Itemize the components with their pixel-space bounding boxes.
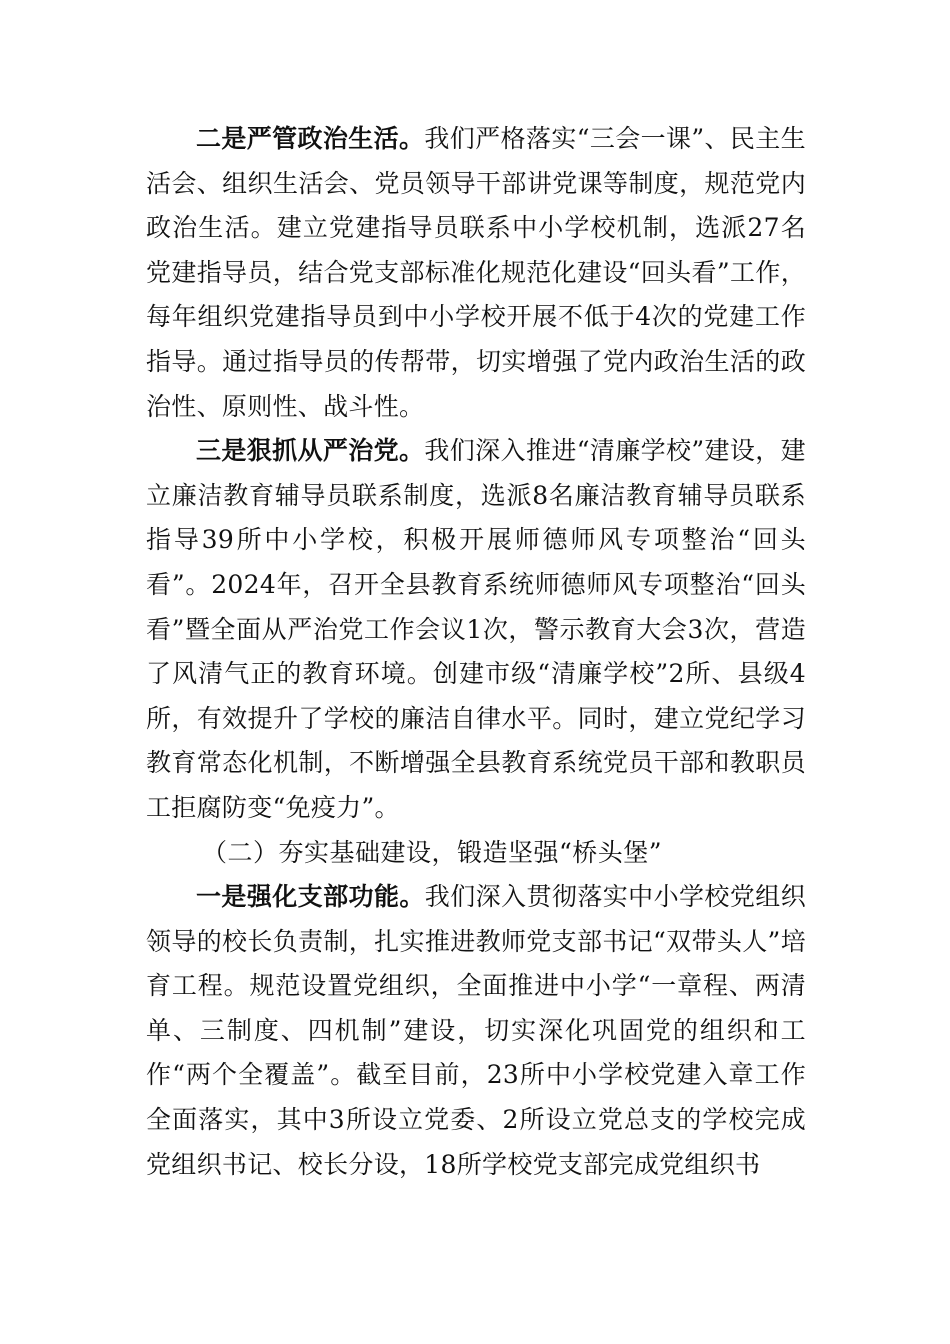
document-body bbox=[146, 117, 806, 1187]
paragraph-lead: 三是狠抓从严治党。 bbox=[196, 436, 425, 466]
section-heading: （二）夯实基础建设，锻造坚强“桥头堡” bbox=[202, 837, 663, 867]
paragraph-political-life bbox=[146, 117, 806, 429]
paragraph-lead: 一是强化支部功能。 bbox=[196, 882, 425, 912]
paragraph-strict-governance bbox=[146, 429, 806, 830]
paragraph-text: 我们严格落实“三会一课”、民主生活会、组织生活会、党员领导干部讲党课等制度，规范党内政治生活。建立党建指导员联系中小学校机制，选派27名党建指导员，结合党支部标准化规范化建设“回头看”工作，每年组织党建指导员到中小学校开展不低于4次的党建工作指导。通过指导员的传帮带，切实增强了党内政治生活的政治性、原则性、战斗性。 bbox=[146, 124, 806, 421]
paragraph-text: 我们深入推进“清廉学校”建设，建立廉洁教育辅导员联系制度，选派8名廉洁教育辅导员联系指导39所中小学校，积极开展师德师风专项整治“回头看”。2024年，召开全县教育系统师德师风专项整治“回头看”暨全面从严治党工作会议1次，警示教育大会3次，营造了风清气正的教育环境。创建市级“清廉学校”2所、县级4所，有效提升了学校的廉洁自律水平。同时，建立党纪学习教育常态化机制，不断增强全县教育系统党员干部和教职员工拒腐防变“免疫力”。 bbox=[146, 436, 806, 822]
paragraph-branch-function bbox=[146, 875, 806, 1187]
paragraph-text: 我们深入贯彻落实中小学校党组织领导的校长负责制，扎实推进教师党支部书记“双带头人”培育工程。规范设置党组织，全面推进中小学“一章程、两清单、三制度、四机制”建设，切实深化巩固党的组织和工作“两个全覆盖”。截至目前，23所中小学校党建入章工作全面落实，其中3所设立党委、2所设立党总支的学校完成党组织书记、校长分设，18所学校党支部完成党组织书 bbox=[146, 882, 806, 1179]
paragraph-lead: 二是严管政治生活。 bbox=[196, 124, 425, 153]
